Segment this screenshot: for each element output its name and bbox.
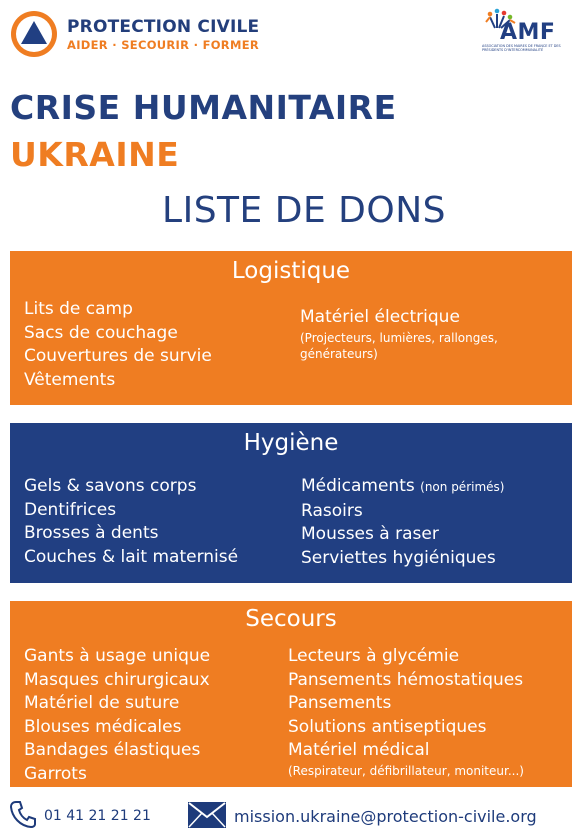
- section-secours: [10, 601, 572, 787]
- list-item: Gants à usage unique: [24, 646, 211, 666]
- list-item: Sacs de couchage: [24, 322, 178, 343]
- section-heading: Hygiène: [243, 430, 339, 456]
- section-heading: Secours: [245, 606, 337, 632]
- list-item: Blouses médicales: [24, 716, 182, 737]
- org-name: PROTECTION CIVILE: [67, 17, 260, 37]
- list-item: Matériel de suture: [24, 693, 180, 713]
- list-item: Pansements hémostatiques: [288, 669, 524, 690]
- list-item: Dentifrices: [24, 499, 117, 520]
- right-column: [300, 306, 545, 362]
- list-item: Rasoirs: [301, 500, 363, 521]
- amf-logo: [478, 8, 574, 64]
- list-item: Matériel électrique: [300, 307, 460, 327]
- email-address[interactable]: mission.ukraine@protection-civile.org: [234, 807, 537, 826]
- left-column: [24, 298, 212, 392]
- list-item: Masques chirurgicaux: [24, 669, 210, 690]
- list-item: Brosses à dents: [24, 523, 159, 543]
- section-logistique: [10, 251, 572, 405]
- title-line-1: CRISE HUMANITAIRE: [10, 88, 397, 127]
- item-note: (Respirateur, défibrillateur, moniteur...): [288, 763, 524, 778]
- title-line-3: LISTE DE DONS: [162, 190, 446, 231]
- org-motto: AIDER · SECOURIR · FORMER: [67, 38, 260, 52]
- list-item: Lecteurs à glycémie: [288, 646, 460, 666]
- list-item: Lits de camp: [24, 299, 133, 319]
- list-item: Serviettes hygiéniques: [301, 547, 496, 568]
- amf-word: AMF: [500, 20, 556, 45]
- list-item: Garrots: [24, 763, 87, 784]
- phone-icon: [10, 800, 36, 828]
- protection-civile-logo: [10, 10, 260, 60]
- title-line-2: UKRAINE: [10, 135, 180, 174]
- item-note: (non périmés): [420, 480, 505, 494]
- list-item: Mousses à raser: [301, 524, 439, 544]
- list-item: [301, 475, 504, 500]
- amf-subtitle: ASSOCIATION DES MAIRES DE FRANCE ET DES PRÉSIDENTS D'INTERCOMMUNALITÉ: [482, 44, 561, 53]
- list-item: Solutions antiseptiques: [288, 716, 487, 737]
- protection-civile-badge-icon: [10, 10, 58, 58]
- list-item: Couvertures de survie: [24, 346, 212, 366]
- right-column: [301, 475, 504, 570]
- item-note: (Projecteurs, lumières, rallonges, générateurs): [300, 330, 498, 361]
- list-item: Matériel médical: [288, 740, 430, 760]
- list-item: Bandages élastiques: [24, 740, 201, 760]
- section-heading: Logistique: [231, 258, 351, 284]
- list-item: Vêtements: [24, 369, 116, 390]
- list-item: Pansements: [288, 693, 392, 713]
- left-column: [24, 475, 238, 569]
- section-hygiene: [10, 423, 572, 583]
- right-column: [288, 645, 524, 779]
- list-item: Gels & savons corps: [24, 476, 197, 496]
- mail-icon: [188, 802, 226, 828]
- left-column: [24, 645, 210, 786]
- item-label: Médicaments: [301, 476, 415, 496]
- list-item: Couches & lait maternisé: [24, 546, 239, 567]
- phone-number[interactable]: 01 41 21 21 21: [44, 808, 151, 824]
